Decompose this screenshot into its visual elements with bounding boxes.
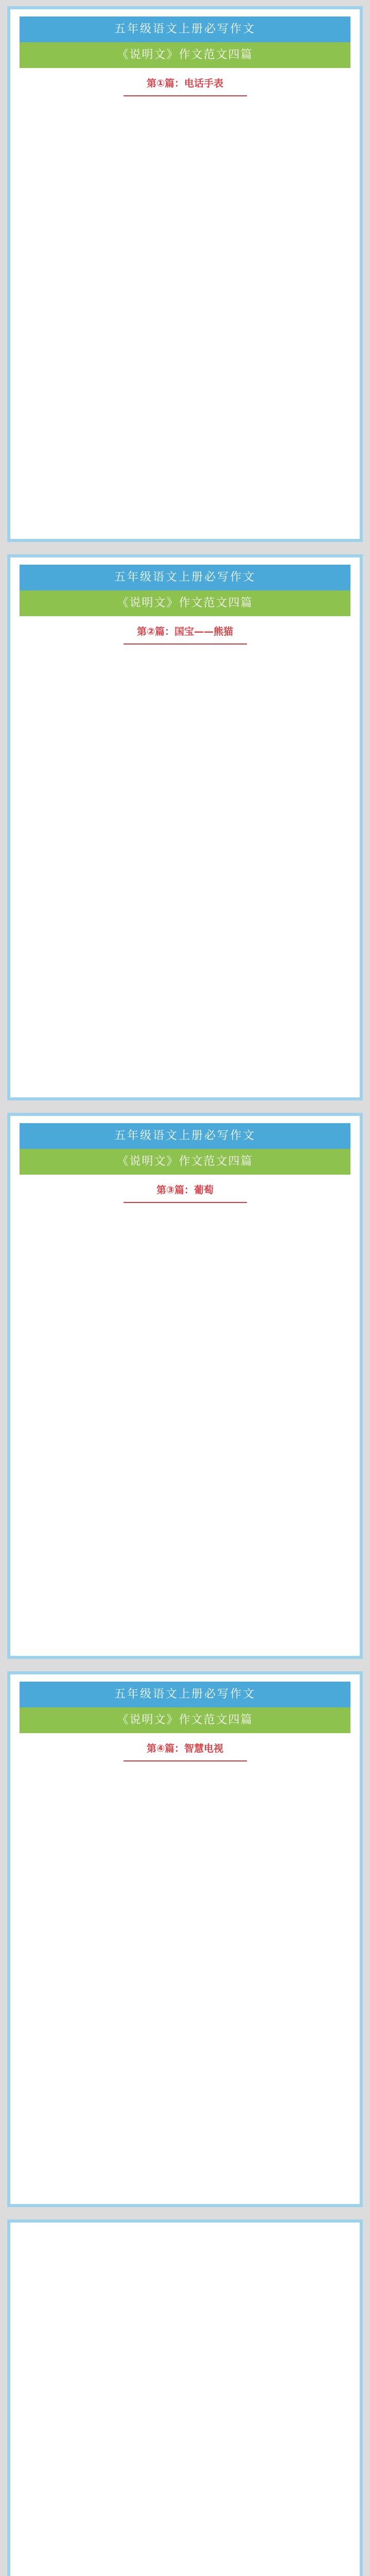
heading-divider: [124, 95, 247, 96]
heading-divider: [124, 1760, 247, 1761]
card-banner-title: 五年级语文上册必写作文: [20, 1682, 350, 1707]
card-subtitle: 《说明文》作文范文四篇: [20, 1149, 350, 1175]
heading-divider: [124, 1202, 247, 1203]
card-subtitle: 《说明文》作文范文四篇: [20, 42, 350, 68]
essay-card: [7, 554, 363, 1100]
card-banner-title: 五年级语文上册必写作文: [20, 1123, 350, 1149]
heading-divider: [124, 643, 247, 645]
essay-card: [7, 1671, 363, 2207]
essay-card: [7, 1113, 363, 1659]
essay-heading: 第①篇：电话手表: [146, 78, 224, 89]
card-subtitle: 《说明文》作文范文四篇: [20, 1707, 350, 1733]
card-banner-title: 五年级语文上册必写作文: [20, 565, 350, 590]
card-banner-title: 五年级语文上册必写作文: [20, 16, 350, 42]
essay-heading: 第④篇：智慧电视: [146, 1743, 224, 1754]
card-subtitle: 《说明文》作文范文四篇: [20, 590, 350, 616]
essay-heading: 第③篇：葡萄: [156, 1184, 214, 1196]
essay-card: [7, 6, 363, 542]
essay-heading: 第②篇：国宝——熊猫: [136, 626, 234, 637]
essay-card: [7, 2219, 363, 2576]
